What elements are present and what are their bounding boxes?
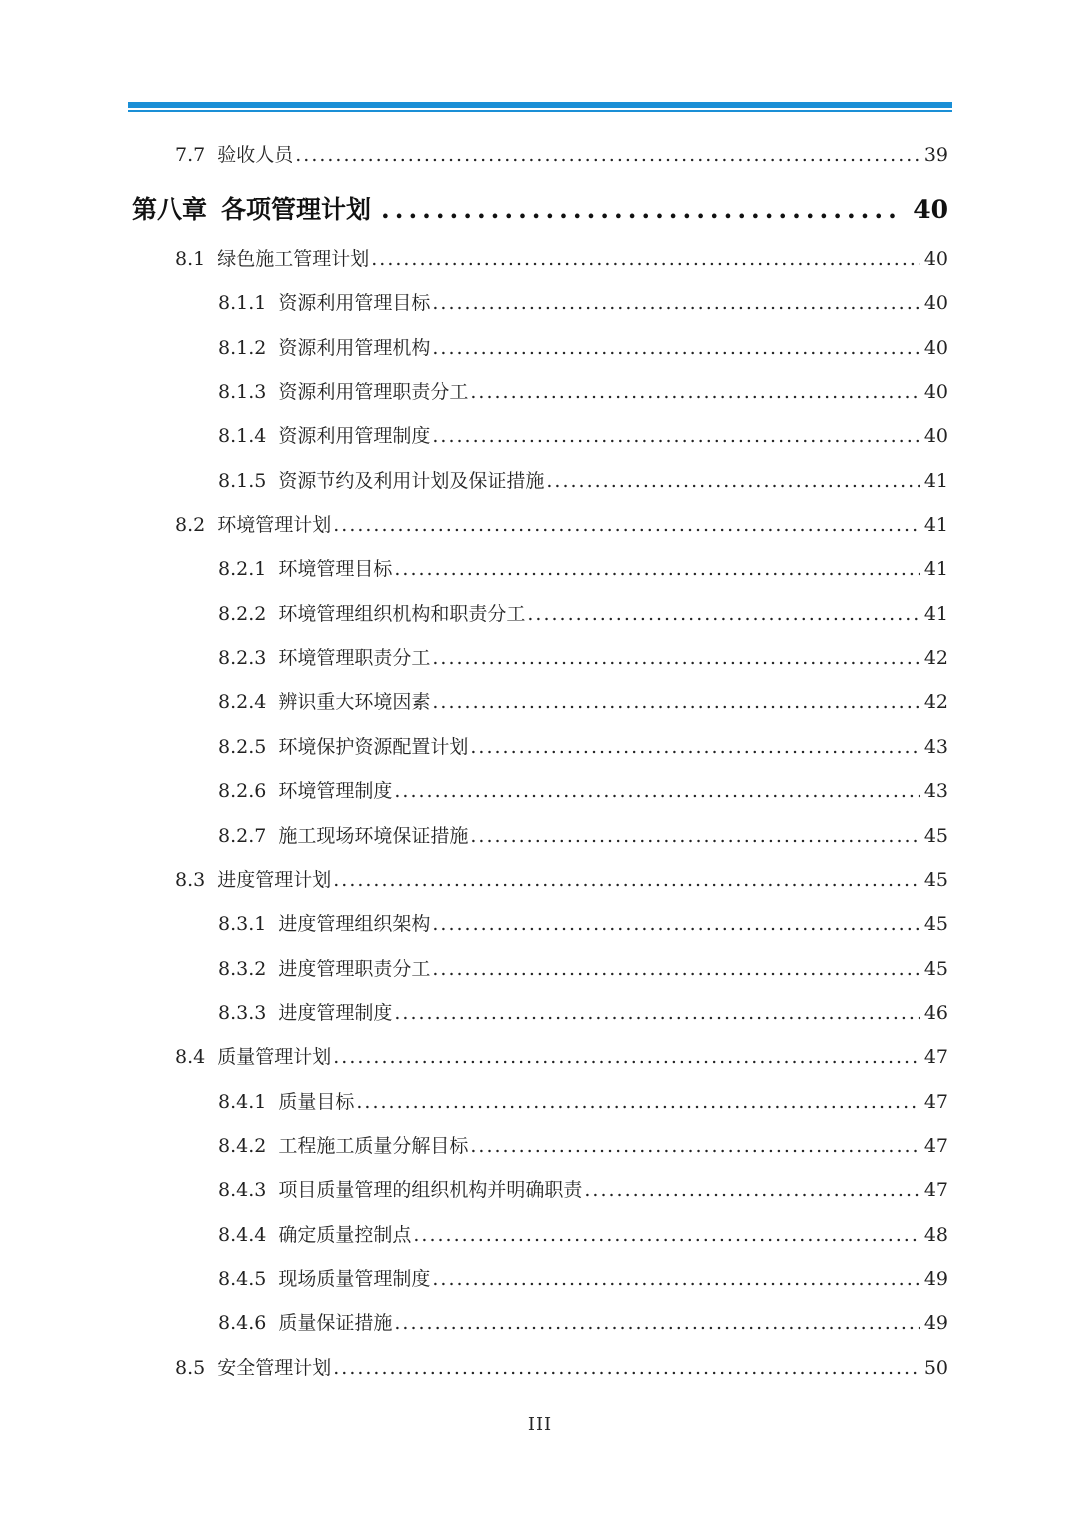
toc-entry-page: 41 <box>923 514 948 536</box>
toc-entry-text <box>175 1353 331 1380</box>
toc-entry-page: 48 <box>923 1224 948 1246</box>
toc-entry-number: 8.4 <box>175 1046 206 1068</box>
toc-entry-title: 现场质量管理制度 <box>278 1268 431 1290</box>
toc-dot-leader <box>394 558 919 580</box>
toc-entry-text <box>218 1264 430 1291</box>
toc-entry-page: 42 <box>923 691 948 713</box>
toc-dot-leader <box>333 1357 920 1379</box>
toc-dot-leader <box>546 470 919 492</box>
toc-entry-page: 47 <box>923 1135 948 1157</box>
toc-entry-title: 工程施工质量分解目标 <box>278 1135 469 1157</box>
toc-dot-leader <box>413 1224 919 1246</box>
toc-entry-page: 49 <box>923 1312 948 1334</box>
toc-entry-page: 41 <box>923 470 948 492</box>
toc-entry-number: 8.1.5 <box>218 470 267 492</box>
toc-entry-page: 43 <box>923 736 948 758</box>
toc-entry[interactable] <box>218 687 948 714</box>
toc-entry[interactable] <box>218 333 948 360</box>
toc-entry-text <box>218 1308 392 1335</box>
toc-entry-text <box>132 190 371 226</box>
toc-entry-number: 8.3.2 <box>218 958 267 980</box>
toc-entry-number: 8.1.4 <box>218 425 267 447</box>
toc-entry-number: 8.3.3 <box>218 1002 267 1024</box>
toc-entry[interactable] <box>218 776 948 803</box>
toc-entry-number: 8.4.4 <box>218 1224 267 1246</box>
toc-entry[interactable] <box>218 1220 948 1247</box>
toc-entry[interactable] <box>218 1175 948 1202</box>
toc-dot-leader <box>432 647 919 669</box>
toc-entry-page: 40 <box>923 381 948 403</box>
toc-dot-leader <box>527 603 919 625</box>
toc-entry[interactable] <box>218 1308 948 1335</box>
toc-dot-leader <box>394 1312 919 1334</box>
header-rule-thick <box>128 102 952 108</box>
toc-entry[interactable] <box>218 954 948 981</box>
toc-entry-title: 资源节约及利用计划及保证措施 <box>278 470 545 492</box>
toc-entry-number: 8.1.3 <box>218 381 267 403</box>
toc-entry-title: 项目质量管理的组织机构并明确职责 <box>278 1179 583 1201</box>
toc-entry-text <box>218 377 468 404</box>
toc-entry-title: 施工现场环境保证措施 <box>278 825 469 847</box>
toc-dot-leader <box>432 1268 919 1290</box>
toc-entry[interactable] <box>218 998 948 1025</box>
toc-entry-text <box>175 865 331 892</box>
toc-entry[interactable] <box>218 599 948 626</box>
toc-entry-number: 8.4.1 <box>218 1091 267 1113</box>
toc-entry-title: 质量保证措施 <box>278 1312 393 1334</box>
toc-entry-number: 8.5 <box>175 1357 206 1379</box>
toc-entry-text <box>218 909 430 936</box>
toc-dot-leader <box>470 1135 919 1157</box>
toc-entry-title: 验收人员 <box>217 144 294 166</box>
toc-entry-number: 8.1.1 <box>218 292 267 314</box>
toc-entry-title: 资源利用管理机构 <box>278 337 431 359</box>
toc-entry-number: 8.2.2 <box>218 603 267 625</box>
toc-entry[interactable] <box>175 140 948 167</box>
toc-entry-text <box>175 244 369 271</box>
toc-entry-title: 环境管理计划 <box>217 514 332 536</box>
toc-entry[interactable] <box>218 1131 948 1158</box>
toc-entry-page: 49 <box>923 1268 948 1290</box>
toc-entry-number: 8.2.1 <box>218 558 267 580</box>
toc-entry[interactable] <box>218 1087 948 1114</box>
toc-entry-title: 确定质量控制点 <box>278 1224 412 1246</box>
toc-entry-number: 8.4.6 <box>218 1312 267 1334</box>
toc-entry-number: 8.4.5 <box>218 1268 267 1290</box>
toc-entry-title: 质量目标 <box>278 1091 355 1113</box>
toc-entry[interactable] <box>218 554 948 581</box>
toc-entry-page: 41 <box>923 558 948 580</box>
toc-entry[interactable] <box>218 909 948 936</box>
toc-entry-number: 7.7 <box>175 144 206 166</box>
toc-entry-number: 8.1.2 <box>218 337 267 359</box>
toc-entry-title: 环境管理组织机构和职责分工 <box>278 603 526 625</box>
toc-entry-number: 8.3 <box>175 869 206 891</box>
toc-dot-leader <box>584 1179 919 1201</box>
toc-entry-number: 8.2.3 <box>218 647 267 669</box>
toc-dot-leader <box>432 958 919 980</box>
toc-entry-page: 40 <box>923 292 948 314</box>
page-number: III <box>527 1414 553 1435</box>
toc-entry-number: 8.3.1 <box>218 913 267 935</box>
toc-entry-number: 第八章 <box>132 195 208 224</box>
toc-entry-text <box>175 1042 331 1069</box>
toc-entry-text <box>218 333 430 360</box>
toc-entry-title: 各项管理计划 <box>221 195 372 224</box>
toc-entry-title: 环境管理职责分工 <box>278 647 431 669</box>
toc-dot-leader <box>432 913 919 935</box>
toc-entry-title: 辨识重大环境因素 <box>278 691 431 713</box>
toc-entry-text <box>218 466 544 493</box>
toc-entry[interactable] <box>175 510 948 537</box>
toc-dot-leader <box>295 144 920 166</box>
toc-entry[interactable] <box>218 1264 948 1291</box>
toc-entry[interactable] <box>218 821 948 848</box>
toc-entry-number: 8.2 <box>175 514 206 536</box>
toc-entry[interactable] <box>175 865 948 892</box>
toc-entry-page: 47 <box>923 1046 948 1068</box>
toc-entry-number: 8.4.3 <box>218 1179 267 1201</box>
toc-entry-title: 安全管理计划 <box>217 1357 332 1379</box>
toc-entry-text <box>218 954 430 981</box>
toc-dot-leader <box>381 195 903 224</box>
toc-entry-page: 40 <box>923 248 948 270</box>
toc-entry-text <box>218 1220 411 1247</box>
toc-dot-leader <box>333 514 920 536</box>
header-rule-thin <box>128 110 952 112</box>
toc-entry-number: 8.4.2 <box>218 1135 267 1157</box>
toc-entry-text <box>218 599 525 626</box>
toc-entry-page: 46 <box>923 1002 948 1024</box>
toc-entry-title: 资源利用管理目标 <box>278 292 431 314</box>
toc-entry-page: 47 <box>923 1091 948 1113</box>
toc-entry-title: 绿色施工管理计划 <box>217 248 370 270</box>
toc-entry-text <box>218 554 392 581</box>
toc-entry-text <box>218 288 430 315</box>
toc-entry-title: 环境管理目标 <box>278 558 393 580</box>
toc-entry-title: 环境管理制度 <box>278 780 393 802</box>
toc-entry[interactable] <box>218 421 948 448</box>
toc-entry-title: 质量管理计划 <box>217 1046 332 1068</box>
toc-entry[interactable] <box>218 732 948 759</box>
toc-entry-page: 45 <box>923 913 948 935</box>
toc-dot-leader <box>432 337 919 359</box>
toc-entry-page: 40 <box>923 425 948 447</box>
toc-dot-leader <box>394 780 919 802</box>
toc-entry-number: 8.1 <box>175 248 206 270</box>
toc-entry-title: 进度管理组织架构 <box>278 913 431 935</box>
toc-entry-text <box>175 140 293 167</box>
toc-entry[interactable] <box>218 377 948 404</box>
toc-entry[interactable] <box>175 244 948 271</box>
toc-dot-leader <box>432 292 919 314</box>
toc-entry-page: 41 <box>923 603 948 625</box>
toc-entry-page: 42 <box>923 647 948 669</box>
toc-entry-page: 45 <box>923 869 948 891</box>
toc-dot-leader <box>432 691 919 713</box>
toc-entry-title: 资源利用管理制度 <box>278 425 431 447</box>
toc-dot-leader <box>333 869 920 891</box>
toc-entry-page: 45 <box>923 825 948 847</box>
toc-entry-title: 进度管理计划 <box>217 869 332 891</box>
toc-entry-number: 8.2.4 <box>218 691 267 713</box>
toc-entry[interactable] <box>175 1042 948 1069</box>
toc-entry[interactable] <box>218 643 948 670</box>
toc-dot-leader <box>356 1091 919 1113</box>
toc-entry-text <box>218 998 392 1025</box>
toc-entry-text <box>218 1087 354 1114</box>
toc-dot-leader <box>470 825 919 847</box>
toc-dot-leader <box>470 736 919 758</box>
toc-entry-number: 8.2.6 <box>218 780 267 802</box>
toc-entry-text <box>218 732 468 759</box>
toc-entry[interactable] <box>218 288 948 315</box>
toc-entry-text <box>218 1175 582 1202</box>
toc-dot-leader <box>394 1002 919 1024</box>
toc-entry-page: 40 <box>923 337 948 359</box>
toc-entry-page: 45 <box>923 958 948 980</box>
toc-entry-title: 环境保护资源配置计划 <box>278 736 469 758</box>
toc-entry-text <box>218 821 468 848</box>
toc-entry-text <box>218 776 392 803</box>
toc-entry-text <box>218 421 430 448</box>
toc-chapter-entry[interactable] <box>132 190 948 226</box>
toc-dot-leader <box>470 381 919 403</box>
toc-entry-page: 50 <box>923 1357 948 1379</box>
toc-entry[interactable] <box>175 1353 948 1380</box>
toc-entry-number: 8.2.7 <box>218 825 267 847</box>
toc-entry-text <box>175 510 331 537</box>
toc-entry-text <box>218 1131 468 1158</box>
toc-entry-title: 进度管理制度 <box>278 1002 393 1024</box>
toc-entry-page: 40 <box>913 195 948 224</box>
toc-entry-page: 39 <box>923 144 948 166</box>
toc-entry-title: 进度管理职责分工 <box>278 958 431 980</box>
toc-dot-leader <box>333 1046 920 1068</box>
toc-entry-title: 资源利用管理职责分工 <box>278 381 469 403</box>
toc-entry[interactable] <box>218 466 948 493</box>
toc-dot-leader <box>432 425 919 447</box>
toc-dot-leader <box>371 248 920 270</box>
toc-entry-text <box>218 687 430 714</box>
toc-entry-page: 47 <box>923 1179 948 1201</box>
toc-entry-page: 43 <box>923 780 948 802</box>
toc-entry-number: 8.2.5 <box>218 736 267 758</box>
toc-entry-text <box>218 643 430 670</box>
